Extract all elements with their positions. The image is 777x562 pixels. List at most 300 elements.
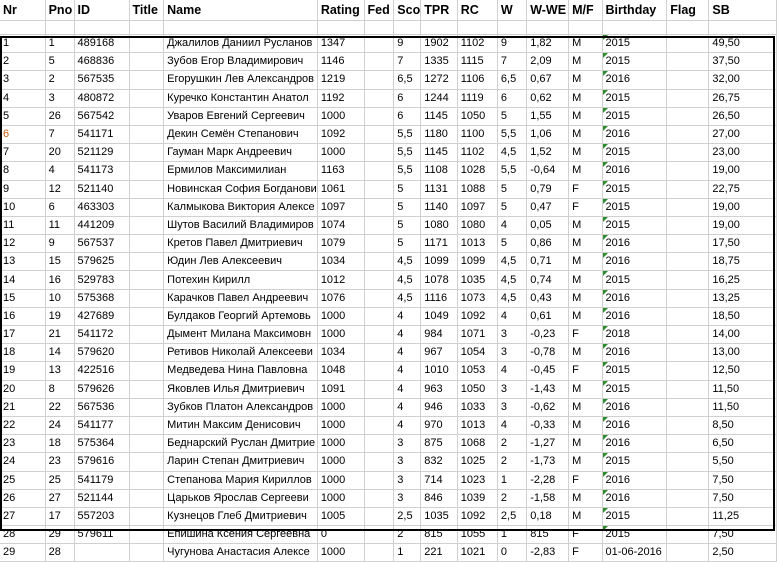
header-nr[interactable]: Nr [0,0,45,21]
cell-nr[interactable]: 23 [0,435,45,453]
cell-pno[interactable]: 1 [45,35,74,53]
cell-birthday[interactable]: 2015 [602,453,667,471]
cell-title[interactable] [129,289,164,307]
cell-birthday[interactable]: 2015 [602,198,667,216]
cell-mf[interactable]: M [569,289,602,307]
cell-score[interactable]: 4,5 [394,253,421,271]
cell-score[interactable]: 5 [394,235,421,253]
cell-birthday[interactable]: 2016 [602,471,667,489]
cell-fed[interactable] [364,544,394,562]
cell-w[interactable]: 4 [497,216,526,234]
cell-flag[interactable] [667,107,709,125]
cell-tpr[interactable]: 1145 [421,107,457,125]
cell-w[interactable]: 3 [497,380,526,398]
cell-tpr[interactable]: 875 [421,435,457,453]
cell-nr[interactable]: 25 [0,471,45,489]
cell-mf[interactable]: M [569,489,602,507]
cell-w-we[interactable]: -0,23 [527,326,569,344]
cell-fed[interactable] [364,289,394,307]
cell-rc[interactable]: 1092 [457,307,497,325]
table-cell[interactable] [497,21,526,35]
cell-flag[interactable] [667,526,709,544]
cell-sb[interactable]: 13,00 [709,344,777,362]
table-cell[interactable] [527,21,569,35]
cell-rc[interactable]: 1099 [457,253,497,271]
cell-nr[interactable]: 16 [0,307,45,325]
cell-title[interactable] [129,162,164,180]
cell-rating[interactable]: 0 [317,526,364,544]
cell-fed[interactable] [364,344,394,362]
cell-nr[interactable]: 14 [0,271,45,289]
cell-fed[interactable] [364,216,394,234]
cell-nr[interactable]: 5 [0,107,45,125]
cell-title[interactable] [129,307,164,325]
cell-name[interactable]: Егорушкин Лев Александров [164,71,318,89]
cell-sb[interactable]: 7,50 [709,526,777,544]
cell-w[interactable]: 6 [497,89,526,107]
cell-name[interactable]: Яковлев Илья Дмитриевич [164,380,318,398]
cell-birthday[interactable]: 2016 [602,489,667,507]
cell-sb[interactable]: 22,75 [709,180,777,198]
cell-rating[interactable]: 1061 [317,180,364,198]
cell-title[interactable] [129,71,164,89]
cell-tpr[interactable]: 1902 [421,35,457,53]
table-cell[interactable] [602,21,667,35]
cell-fed[interactable] [364,107,394,125]
cell-w[interactable]: 4,5 [497,144,526,162]
cell-id[interactable]: 489168 [74,35,129,53]
cell-id[interactable]: 567535 [74,71,129,89]
cell-pno[interactable]: 25 [45,471,74,489]
cell-fed[interactable] [364,471,394,489]
cell-rating[interactable]: 1091 [317,380,364,398]
cell-flag[interactable] [667,162,709,180]
cell-w[interactable]: 5 [497,198,526,216]
cell-score[interactable]: 6 [394,89,421,107]
cell-birthday[interactable]: 2015 [602,507,667,525]
cell-sb[interactable]: 18,75 [709,253,777,271]
cell-rc[interactable]: 1119 [457,89,497,107]
cell-score[interactable]: 5,5 [394,125,421,143]
cell-fed[interactable] [364,162,394,180]
cell-rating[interactable]: 1034 [317,253,364,271]
cell-fed[interactable] [364,507,394,525]
cell-name[interactable]: Беднарский Руслан Дмитрие [164,435,318,453]
cell-tpr[interactable]: 1131 [421,180,457,198]
cell-sb[interactable]: 27,00 [709,125,777,143]
cell-nr[interactable]: 24 [0,453,45,471]
cell-rc[interactable]: 1100 [457,125,497,143]
cell-w-we[interactable]: -0,62 [527,398,569,416]
cell-pno[interactable]: 7 [45,125,74,143]
cell-score[interactable]: 4 [394,307,421,325]
cell-rating[interactable]: 1000 [317,326,364,344]
cell-tpr[interactable]: 946 [421,398,457,416]
cell-sb[interactable]: 23,00 [709,144,777,162]
cell-birthday[interactable]: 2016 [602,235,667,253]
cell-mf[interactable]: M [569,162,602,180]
cell-w[interactable]: 5 [497,107,526,125]
cell-w-we[interactable]: -2,28 [527,471,569,489]
cell-birthday[interactable]: 2015 [602,107,667,125]
cell-flag[interactable] [667,198,709,216]
cell-id[interactable]: 521144 [74,489,129,507]
cell-title[interactable] [129,362,164,380]
cell-birthday[interactable]: 2015 [602,89,667,107]
cell-id[interactable]: 567536 [74,398,129,416]
cell-nr[interactable]: 10 [0,198,45,216]
cell-name[interactable]: Потехин Кирилл [164,271,318,289]
table-cell[interactable] [457,21,497,35]
cell-sb[interactable]: 19,00 [709,162,777,180]
cell-rating[interactable]: 1347 [317,35,364,53]
cell-flag[interactable] [667,289,709,307]
cell-rating[interactable]: 1034 [317,344,364,362]
cell-title[interactable] [129,271,164,289]
cell-mf[interactable]: M [569,107,602,125]
cell-w[interactable]: 5 [497,235,526,253]
cell-title[interactable] [129,53,164,71]
cell-tpr[interactable]: 1180 [421,125,457,143]
cell-sb[interactable]: 11,50 [709,398,777,416]
cell-id[interactable]: 579611 [74,526,129,544]
cell-flag[interactable] [667,471,709,489]
cell-rc[interactable]: 1035 [457,271,497,289]
cell-flag[interactable] [667,253,709,271]
cell-tpr[interactable]: 963 [421,380,457,398]
header-mf[interactable]: M/F [569,0,602,21]
cell-title[interactable] [129,544,164,562]
cell-mf[interactable]: M [569,398,602,416]
cell-id[interactable]: 468836 [74,53,129,71]
cell-mf[interactable]: M [569,416,602,434]
cell-pno[interactable]: 15 [45,253,74,271]
cell-pno[interactable]: 29 [45,526,74,544]
cell-id[interactable]: 427689 [74,307,129,325]
cell-rc[interactable]: 1055 [457,526,497,544]
cell-id[interactable]: 579625 [74,253,129,271]
cell-w-we[interactable]: -0,64 [527,162,569,180]
cell-mf[interactable]: M [569,507,602,525]
cell-sb[interactable]: 5,50 [709,453,777,471]
cell-title[interactable] [129,107,164,125]
cell-name[interactable]: Калмыкова Виктория Алексе [164,198,318,216]
cell-rc[interactable]: 1092 [457,507,497,525]
cell-flag[interactable] [667,235,709,253]
cell-w-we[interactable]: 0,74 [527,271,569,289]
cell-id[interactable]: 579616 [74,453,129,471]
cell-score[interactable]: 6 [394,107,421,125]
cell-name[interactable]: Юдин Лев Алексеевич [164,253,318,271]
cell-rc[interactable]: 1025 [457,453,497,471]
cell-fed[interactable] [364,489,394,507]
cell-fed[interactable] [364,71,394,89]
cell-rating[interactable]: 1000 [317,398,364,416]
cell-score[interactable]: 6,5 [394,71,421,89]
cell-rating[interactable]: 1048 [317,362,364,380]
cell-sb[interactable]: 16,25 [709,271,777,289]
cell-name[interactable]: Ретивов Николай Алексееви [164,344,318,362]
cell-score[interactable]: 4 [394,344,421,362]
cell-pno[interactable]: 16 [45,271,74,289]
cell-fed[interactable] [364,526,394,544]
header-w-we[interactable]: W-WE [527,0,569,21]
cell-birthday[interactable]: 2016 [602,71,667,89]
cell-pno[interactable]: 10 [45,289,74,307]
cell-pno[interactable]: 26 [45,107,74,125]
cell-flag[interactable] [667,507,709,525]
header-sb[interactable]: SB [709,0,777,21]
cell-tpr[interactable]: 1049 [421,307,457,325]
table-cell[interactable] [164,21,318,35]
cell-fed[interactable] [364,125,394,143]
cell-flag[interactable] [667,71,709,89]
cell-flag[interactable] [667,271,709,289]
cell-rc[interactable]: 1053 [457,362,497,380]
cell-pno[interactable]: 4 [45,162,74,180]
cell-w-we[interactable]: 1,82 [527,35,569,53]
cell-sb[interactable]: 7,50 [709,489,777,507]
cell-mf[interactable]: F [569,326,602,344]
cell-w-we[interactable]: -0,33 [527,416,569,434]
cell-score[interactable]: 9 [394,35,421,53]
cell-birthday[interactable]: 2016 [602,162,667,180]
cell-sb[interactable]: 37,50 [709,53,777,71]
cell-tpr[interactable]: 1108 [421,162,457,180]
cell-rc[interactable]: 1071 [457,326,497,344]
cell-flag[interactable] [667,180,709,198]
cell-mf[interactable]: M [569,216,602,234]
cell-nr[interactable]: 29 [0,544,45,562]
header-title[interactable]: Title [129,0,164,21]
cell-id[interactable]: 575368 [74,289,129,307]
cell-w[interactable]: 1 [497,526,526,544]
cell-mf[interactable]: M [569,235,602,253]
cell-fed[interactable] [364,89,394,107]
cell-pno[interactable]: 28 [45,544,74,562]
cell-name[interactable]: Карачков Павел Андреевич [164,289,318,307]
cell-rating[interactable]: 1000 [317,453,364,471]
cell-w-we[interactable]: 0,71 [527,253,569,271]
cell-birthday[interactable]: 2016 [602,307,667,325]
cell-w[interactable]: 4 [497,307,526,325]
cell-birthday[interactable]: 2015 [602,180,667,198]
cell-sb[interactable]: 11,25 [709,507,777,525]
cell-title[interactable] [129,526,164,544]
cell-w[interactable]: 4 [497,362,526,380]
cell-nr[interactable]: 26 [0,489,45,507]
cell-rating[interactable]: 1097 [317,198,364,216]
cell-w[interactable]: 5,5 [497,162,526,180]
cell-nr[interactable]: 2 [0,53,45,71]
cell-birthday[interactable]: 2015 [602,144,667,162]
cell-birthday[interactable]: 2015 [602,380,667,398]
cell-id[interactable]: 579626 [74,380,129,398]
cell-mf[interactable]: M [569,271,602,289]
cell-score[interactable]: 4 [394,416,421,434]
header-rc[interactable]: RC [457,0,497,21]
cell-sb[interactable]: 18,50 [709,307,777,325]
cell-id[interactable]: 521129 [74,144,129,162]
cell-w-we[interactable]: 0,05 [527,216,569,234]
header-score[interactable]: Sco [394,0,421,21]
cell-flag[interactable] [667,89,709,107]
cell-tpr[interactable]: 1244 [421,89,457,107]
cell-rc[interactable]: 1033 [457,398,497,416]
cell-flag[interactable] [667,398,709,416]
cell-score[interactable]: 3 [394,471,421,489]
cell-birthday[interactable]: 2016 [602,435,667,453]
cell-pno[interactable]: 9 [45,235,74,253]
cell-nr[interactable]: 28 [0,526,45,544]
cell-mf[interactable]: F [569,471,602,489]
cell-w-we[interactable]: 1,55 [527,107,569,125]
cell-score[interactable]: 3 [394,489,421,507]
cell-rating[interactable]: 1000 [317,435,364,453]
cell-rating[interactable]: 1000 [317,471,364,489]
cell-tpr[interactable]: 1099 [421,253,457,271]
cell-flag[interactable] [667,344,709,362]
cell-rc[interactable]: 1050 [457,380,497,398]
cell-pno[interactable]: 13 [45,362,74,380]
cell-nr[interactable]: 21 [0,398,45,416]
cell-title[interactable] [129,435,164,453]
cell-w[interactable]: 0 [497,544,526,562]
cell-name[interactable]: Кретов Павел Дмитриевич [164,235,318,253]
cell-title[interactable] [129,507,164,525]
cell-name[interactable]: Степанова Мария Кириллов [164,471,318,489]
cell-flag[interactable] [667,144,709,162]
cell-name[interactable]: Дымент Милана Максимовн [164,326,318,344]
cell-name[interactable]: Кузнецов Глеб Дмитриевич [164,507,318,525]
cell-birthday[interactable]: 2016 [602,398,667,416]
cell-flag[interactable] [667,362,709,380]
cell-w[interactable]: 2 [497,435,526,453]
cell-nr[interactable]: 8 [0,162,45,180]
cell-name[interactable]: Зубов Егор Владимирович [164,53,318,71]
cell-title[interactable] [129,380,164,398]
header-birthday[interactable]: Birthday [602,0,667,21]
cell-mf[interactable]: M [569,344,602,362]
cell-w-we[interactable]: -1,73 [527,453,569,471]
cell-birthday[interactable]: 2018 [602,326,667,344]
cell-pno[interactable]: 14 [45,344,74,362]
cell-id[interactable]: 567542 [74,107,129,125]
header-id[interactable]: ID [74,0,129,21]
cell-nr[interactable]: 22 [0,416,45,434]
cell-w-we[interactable]: -1,43 [527,380,569,398]
cell-w-we[interactable]: 0,18 [527,507,569,525]
cell-rating[interactable]: 1000 [317,144,364,162]
cell-birthday[interactable]: 2015 [602,35,667,53]
cell-fed[interactable] [364,235,394,253]
cell-id[interactable]: 463303 [74,198,129,216]
cell-fed[interactable] [364,144,394,162]
cell-pno[interactable]: 19 [45,307,74,325]
cell-rc[interactable]: 1102 [457,144,497,162]
table-cell[interactable] [667,21,709,35]
cell-rc[interactable]: 1028 [457,162,497,180]
cell-title[interactable] [129,216,164,234]
table-cell[interactable] [129,21,164,35]
cell-rating[interactable]: 1163 [317,162,364,180]
cell-birthday[interactable]: 2015 [602,271,667,289]
cell-rating[interactable]: 1146 [317,53,364,71]
cell-flag[interactable] [667,35,709,53]
table-cell[interactable] [74,21,129,35]
cell-tpr[interactable]: 1335 [421,53,457,71]
cell-score[interactable]: 3 [394,435,421,453]
cell-id[interactable]: 557203 [74,507,129,525]
cell-birthday[interactable]: 2016 [602,416,667,434]
cell-nr[interactable]: 4 [0,89,45,107]
cell-name[interactable]: Гауман Марк Андреевич [164,144,318,162]
cell-fed[interactable] [364,198,394,216]
cell-mf[interactable]: M [569,35,602,53]
cell-mf[interactable]: M [569,53,602,71]
cell-w-we[interactable]: -1,58 [527,489,569,507]
cell-title[interactable] [129,471,164,489]
cell-fed[interactable] [364,307,394,325]
cell-rc[interactable]: 1021 [457,544,497,562]
cell-flag[interactable] [667,53,709,71]
cell-nr[interactable]: 12 [0,235,45,253]
cell-nr[interactable]: 13 [0,253,45,271]
cell-score[interactable]: 5 [394,198,421,216]
cell-pno[interactable]: 27 [45,489,74,507]
cell-tpr[interactable]: 970 [421,416,457,434]
cell-score[interactable]: 7 [394,53,421,71]
cell-sb[interactable]: 7,50 [709,471,777,489]
cell-id[interactable]: 579620 [74,344,129,362]
cell-mf[interactable]: M [569,253,602,271]
cell-w[interactable]: 3 [497,398,526,416]
cell-mf[interactable]: M [569,71,602,89]
cell-rc[interactable]: 1073 [457,289,497,307]
cell-sb[interactable]: 32,00 [709,71,777,89]
cell-w-we[interactable]: -0,45 [527,362,569,380]
cell-birthday[interactable]: 2016 [602,344,667,362]
cell-title[interactable] [129,453,164,471]
header-flag[interactable]: Flag [667,0,709,21]
cell-score[interactable]: 5 [394,180,421,198]
cell-sb[interactable]: 11,50 [709,380,777,398]
cell-rc[interactable]: 1023 [457,471,497,489]
cell-w[interactable]: 1 [497,471,526,489]
cell-tpr[interactable]: 714 [421,471,457,489]
table-cell[interactable] [569,21,602,35]
cell-id[interactable]: 529783 [74,271,129,289]
cell-rating[interactable]: 1000 [317,416,364,434]
cell-w-we[interactable]: -2,83 [527,544,569,562]
cell-name[interactable]: Ларин Степан Дмитриевич [164,453,318,471]
cell-rc[interactable]: 1013 [457,235,497,253]
cell-pno[interactable]: 21 [45,326,74,344]
cell-w-we[interactable]: 0,61 [527,307,569,325]
cell-w[interactable]: 3 [497,344,526,362]
cell-w[interactable]: 5,5 [497,125,526,143]
cell-nr[interactable]: 15 [0,289,45,307]
cell-sb[interactable]: 26,75 [709,89,777,107]
cell-name[interactable]: Митин Максим Денисович [164,416,318,434]
cell-w-we[interactable]: 0,67 [527,71,569,89]
cell-nr[interactable]: 7 [0,144,45,162]
cell-nr[interactable]: 9 [0,180,45,198]
cell-w-we[interactable]: 0,62 [527,89,569,107]
cell-rc[interactable]: 1068 [457,435,497,453]
cell-title[interactable] [129,180,164,198]
cell-w-we[interactable]: 1,52 [527,144,569,162]
